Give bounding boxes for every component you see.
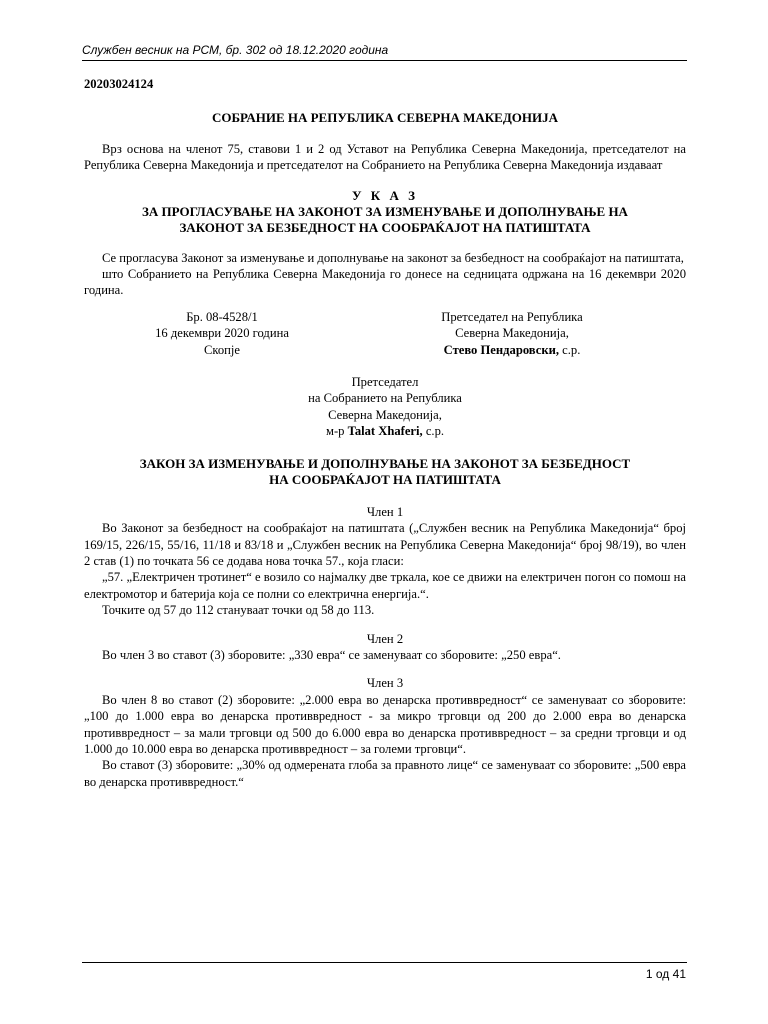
president-sr: с.р. [559,342,581,357]
parliament-prefix: м-р [325,424,348,439]
president-signature [392,309,632,358]
proclamation-paragraph-2: што Собранието на Република Северна Македонија го донесе на седницата одржана на 16 декември 2020 година. [84,267,686,298]
article-heading: Член 3 [366,676,404,691]
preamble-paragraph: Врз основа на членот 75, ставови 1 и 2 од Уставот на Република Северна Македонија, претседателот на Република Северна Македонија и претседателот на Собранието на Република Северна Македонија издаваат [84,141,686,173]
article-paragraph: Во Законот за безбедност на сообраќајот на патиштата („Службен весник на Република Македонија“ број 169/15, 226/15, 55/16, 11/18 и 83/18 и „Службен весник на Република Северна Македонија“ број 98/19), во член 2 став (1) по точката 56 се додава нова точка 57., која гласи: [84,521,686,568]
law-title [84,456,686,488]
header-divider [82,60,687,61]
article-heading: Член 1 [366,504,404,519]
page-number: 1 од 41 [645,967,686,981]
article-3 [84,675,686,790]
parliament-name: Talat Xhaferi, [347,424,423,439]
decree-title-line-1: ЗА ПРОГЛАСУВАЊЕ НА ЗАКОНОТ ЗА ИЗМЕНУВАЊЕ И ДОПОЛНУВАЊЕ НА [142,203,628,219]
parliament-name-line [84,423,686,439]
decree-number: Бр. 08-4528/1 [186,309,258,324]
law-title-line-2: НА СООБРАЌАЈОТ НА ПАТИШТАТА [269,471,501,487]
decree-title-line-2: ЗАКОНОТ ЗА БЕЗБЕДНОСТ НА СООБРАЌАЈОТ НА ПАТИШТАТА [179,219,591,235]
article-paragraph: Во ставот (3) зборовите: „30% од одмерената глоба за правното лице“ се заменуваат со зборовите: „500 евра во денарска противвредност.“ [84,758,686,789]
article-paragraph: Во член 8 во ставот (2) зборовите: „2.000 евра во денарска противвредност“ се заменуваат со зборовите: „100 до 1.000 евра во денарска противвредност - за микро трговци од 200 до 2.000 евра во денарска противвредност – за мали трговци од 500 до 6.000 евра во денарска противвредност – за средни трговци и од 1.000 до 10.000 евра во денарска противвредност – за големи трговци“. [84,692,686,756]
parliament-title-line-3: Северна Македонија, [328,407,442,422]
page-header: Службен весник на РСМ, бр. 302 од 18.12.2020 година [82,43,389,57]
president-name-line [392,342,632,358]
president-name: Стево Пендаровски, [443,342,560,357]
decree-date: 16 декември 2020 година [155,326,289,341]
article-1 [84,504,686,619]
president-title-line-1: Претседател на Република [441,309,583,324]
decree-label: У К А З [352,187,418,203]
decree-title [84,188,686,236]
article-2 [84,631,686,664]
parliament-title-line-1: Претседател [351,375,419,390]
article-heading: Член 2 [366,631,404,646]
footer-divider [82,962,687,963]
issuer-heading: СОБРАНИЕ НА РЕПУБЛИКА СЕВЕРНА МАКЕДОНИЈА [211,110,559,126]
proclamation-paragraph-1: Се прогласува Законот за изменување и дополнување на законот за безбедност на сообраќајот на патиштата, [102,250,684,265]
article-paragraph: „57. „Електричен тротинет“ е возило со најмалку две тркала, кое се движи на електричен погон со помош на електромотор и батерија која се полни со електрична енергија.“. [84,570,686,601]
article-paragraph: Точките од 57 до 112 стануваат точки од 58 до 113. [102,603,375,618]
parliament-sr: с.р. [422,424,445,439]
document-id: 20203024124 [84,77,154,91]
article-paragraph: Во член 3 во ставот (3) зборовите: „330 евра“ се заменуваат со зборовите: „250 евра“. [102,647,561,662]
document-body [84,76,686,790]
signature-row [84,309,686,358]
parliament-president-signature [84,374,686,440]
decree-place: Скопје [203,342,240,357]
parliament-title-line-2: на Собранието на Република [308,391,462,406]
president-title-line-2: Северна Македонија, [455,326,569,341]
law-title-line-1: ЗАКОН ЗА ИЗМЕНУВАЊЕ И ДОПОЛНУВАЊЕ НА ЗАКОНОТ ЗА БЕЗБЕДНОСТ [139,455,631,471]
decree-reference [84,309,352,358]
